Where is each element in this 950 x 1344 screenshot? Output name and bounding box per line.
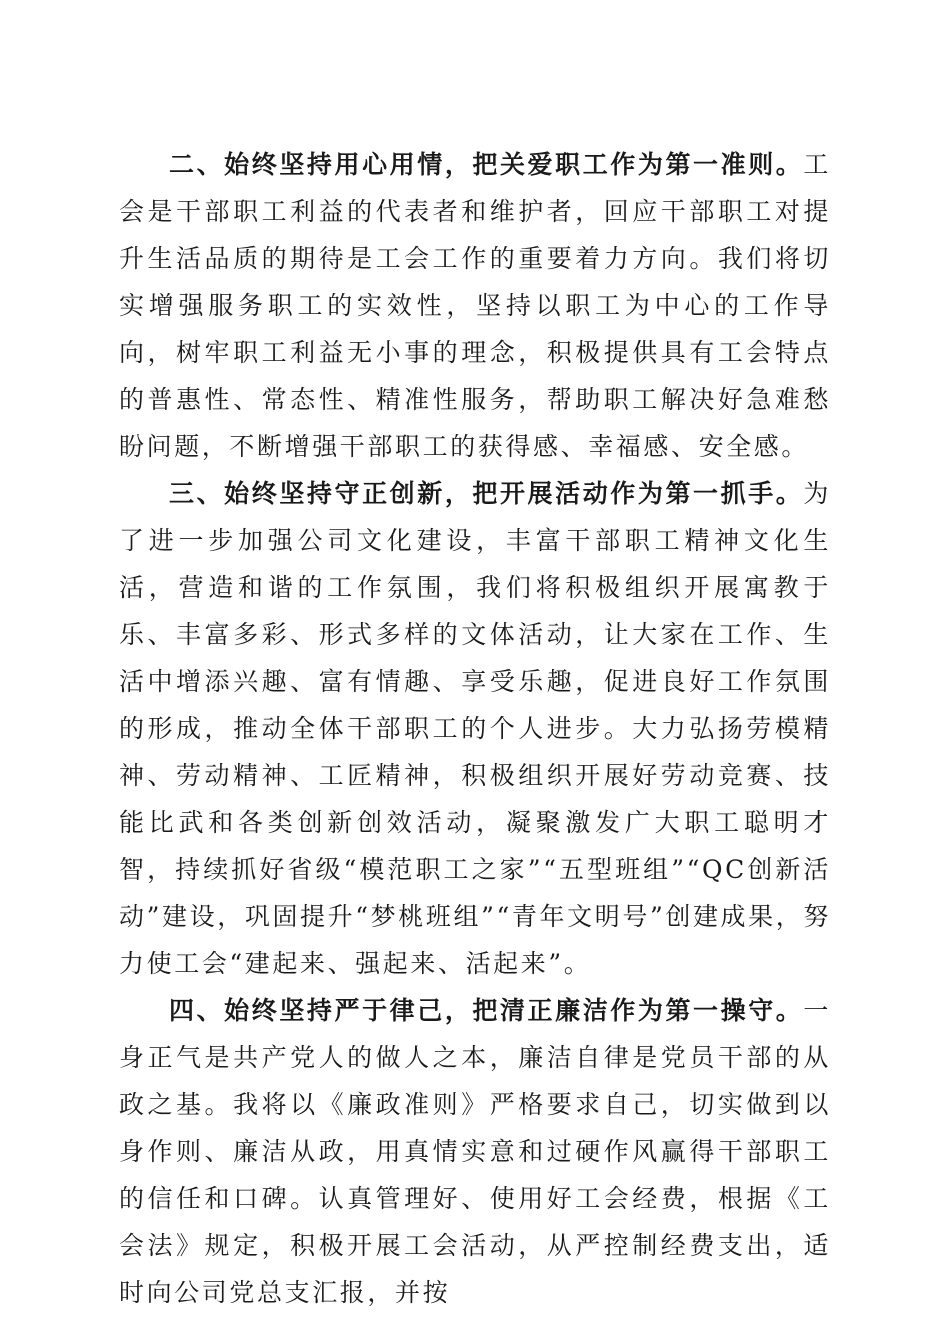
paragraph-4-heading: 四、始终坚持严于律己，把清正廉洁作为第一操守。 xyxy=(169,996,804,1025)
paragraph-4 xyxy=(119,987,831,1316)
paragraph-3-text: 为了进一步加强公司文化建设，丰富干部职工精神文化生活，营造和谐的工作氛围，我们将积极组织开展寓教于乐、丰富多彩、形式多样的文体活动，让大家在工作、生活中增添兴趣、富有情趣、享受乐趣，促进良好工作氛围的形成，推动全体干部职工的个人进步。大力弘扬劳模精神、劳动精神、工匠精神，积极组织开展好劳动竞赛、技能比武和各类创新创效活动，凝聚激发广大职工聪明才智，持续抓好省级“模范职工之家”“五型班组”“QC创新活动”建设，巩固提升“梦桃班组”“青年文明号”创建成果，努力使工会“建起来、强起来、活起来”。 xyxy=(119,479,831,978)
paragraph-4-text: 一身正气是共产党人的做人之本，廉洁自律是党员干部的从政之基。我将以《廉政准则》严格要求自己，切实做到以身作则、廉洁从政，用真情实意和过硬作风赢得干部职工的信任和口碑。认真管理好、使用好工会经费，根据《工会法》规定，积极开展工会活动，从严控制经费支出，适时向公司党总支汇报，并按 xyxy=(119,996,831,1307)
paragraph-2 xyxy=(119,141,831,470)
paragraph-2-heading: 二、始终坚持用心用情，把关爱职工作为第一准则。 xyxy=(169,150,804,179)
paragraph-3 xyxy=(119,470,831,987)
paragraph-3-heading: 三、始终坚持守正创新，把开展活动作为第一抓手。 xyxy=(169,479,804,508)
paragraph-2-text: 工会是干部职工利益的代表者和维护者，回应干部职工对提升生活品质的期待是工会工作的重要着力方向。我们将切实增强服务职工的实效性，坚持以职工为中心的工作导向，树牢职工利益无小事的理念，积极提供具有工会特点的普惠性、常态性、精准性服务，帮助职工解决好急难愁盼问题，不断增强干部职工的获得感、幸福感、安全感。 xyxy=(119,150,831,461)
document-body xyxy=(119,141,831,1316)
